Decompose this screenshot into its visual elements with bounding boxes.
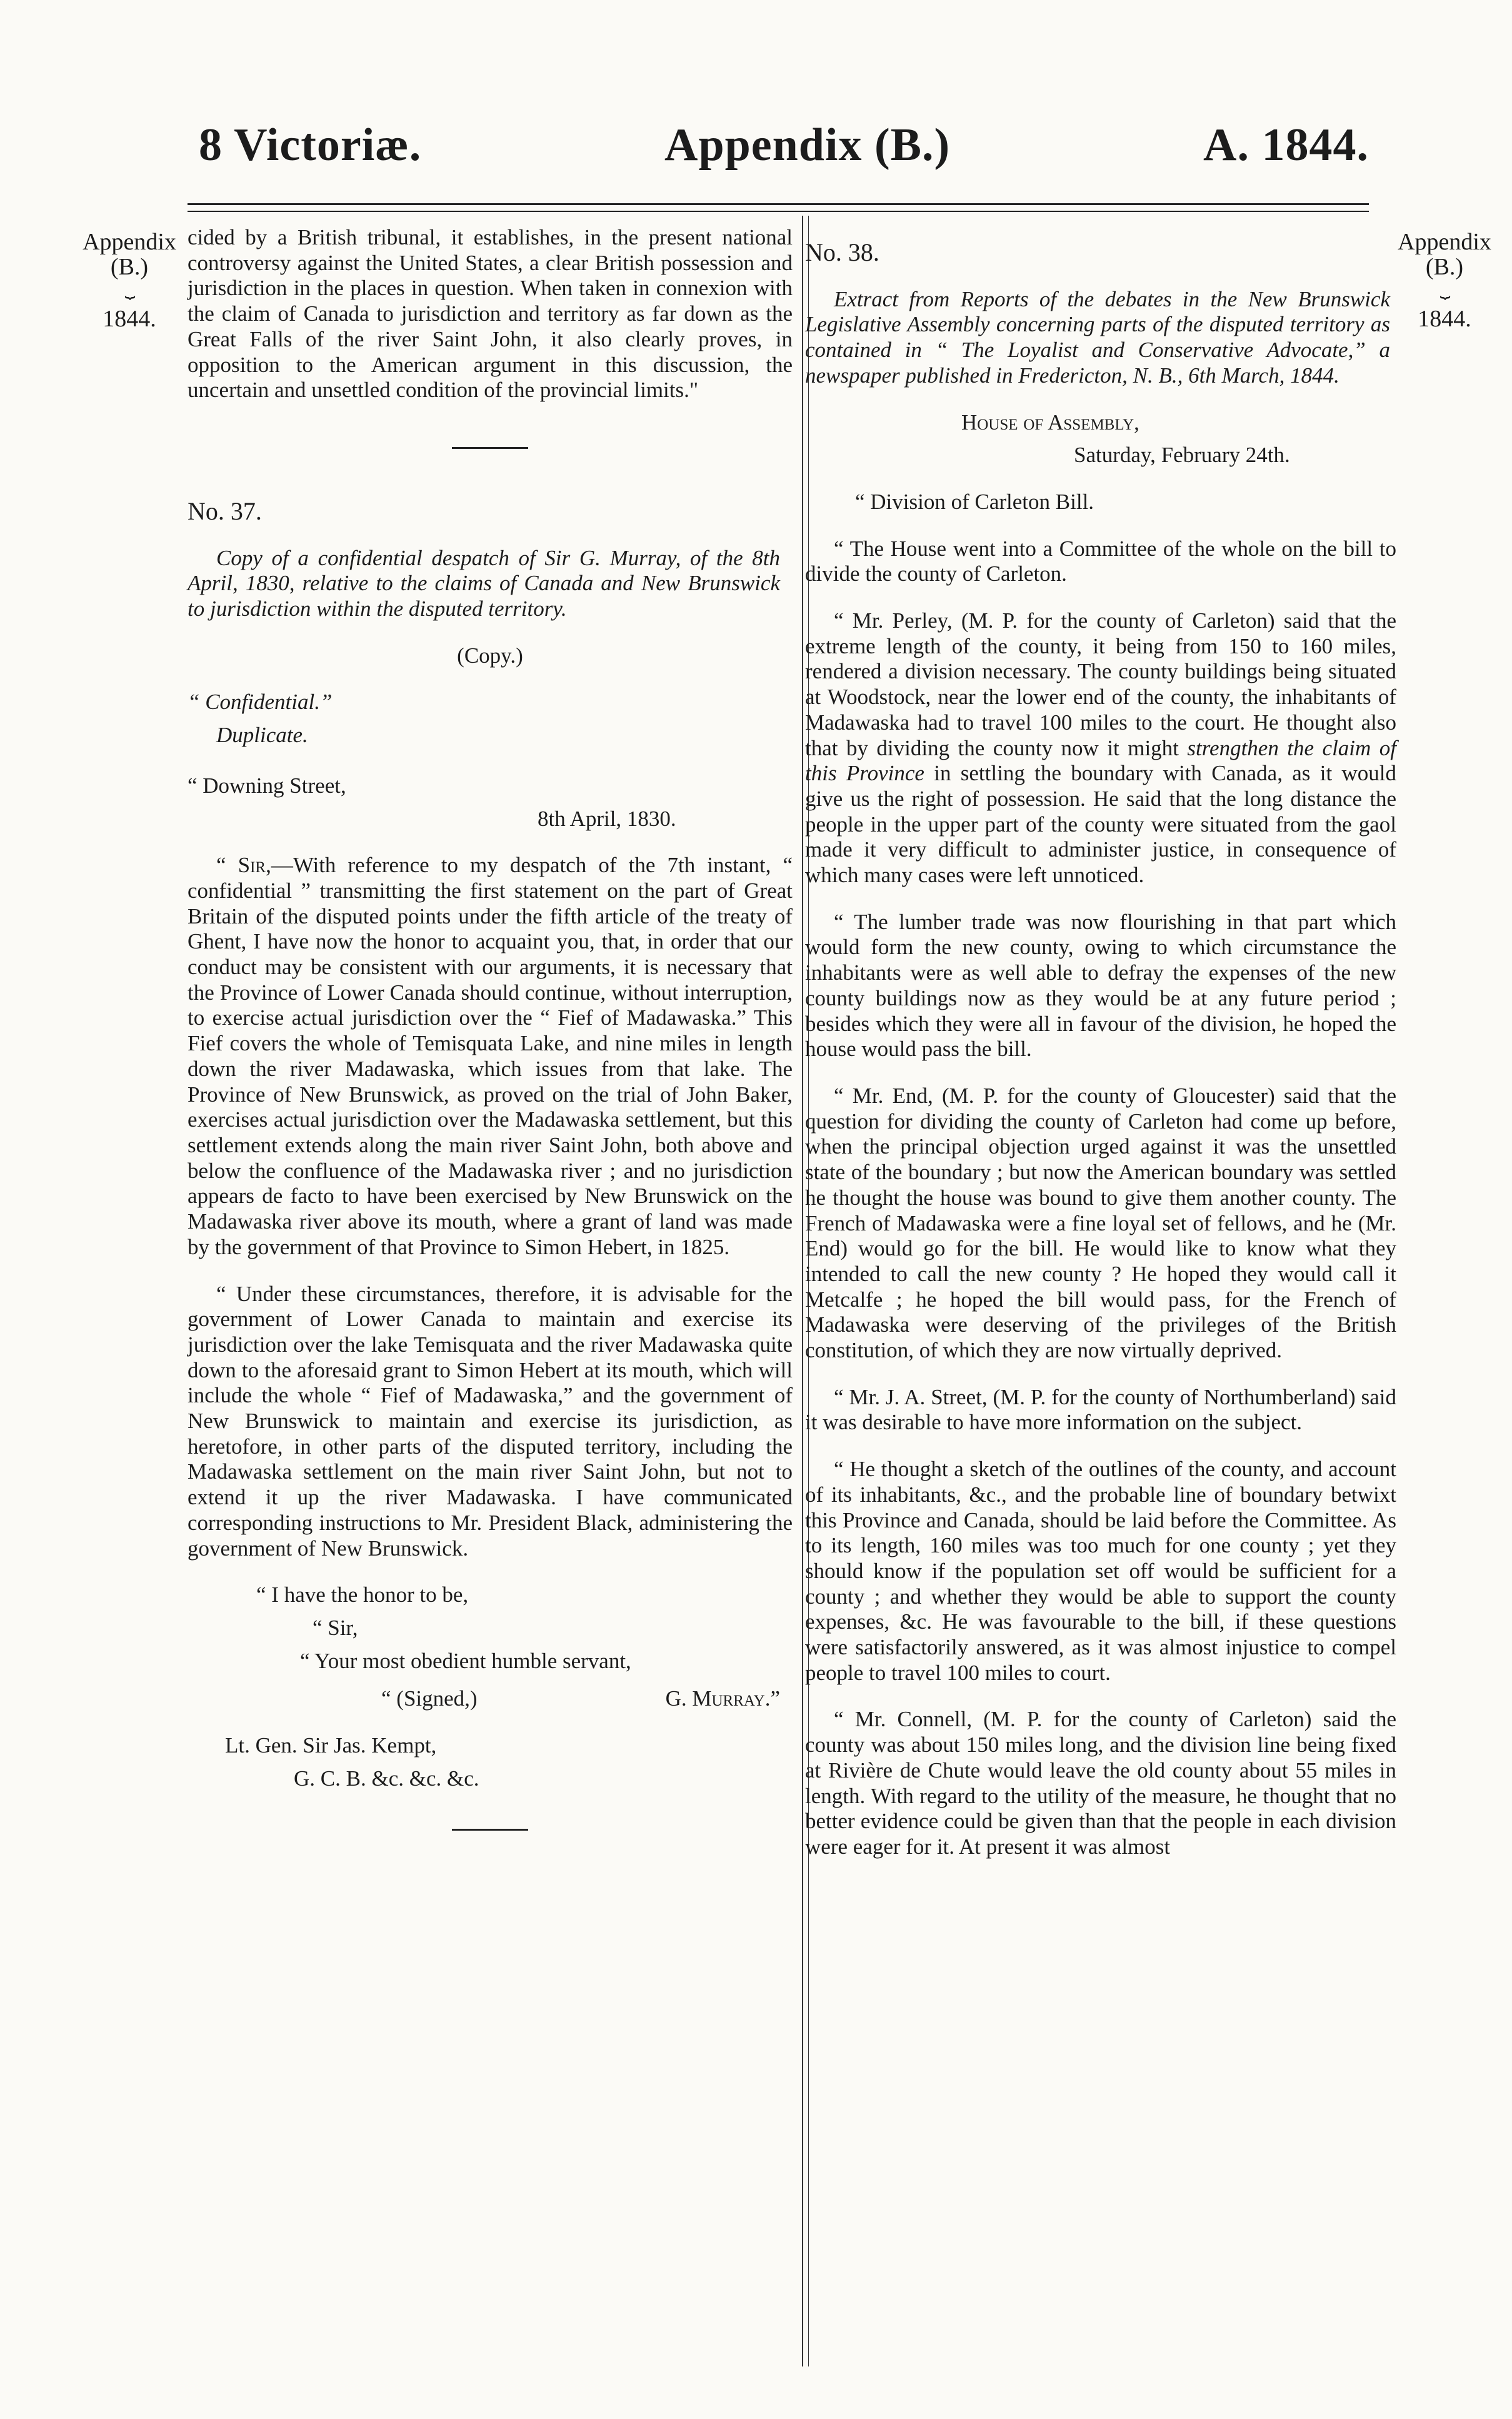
margin-letter: (B.) bbox=[1425, 253, 1464, 280]
signature-line bbox=[381, 1686, 780, 1712]
sitting-date: Saturday, February 24th. bbox=[1074, 443, 1290, 468]
margin-letter: (B.) bbox=[110, 253, 149, 280]
header-rule-thin bbox=[188, 211, 1369, 212]
header-rule bbox=[188, 203, 1369, 205]
brace-icon: ⏟ bbox=[1439, 279, 1449, 299]
document-title: Copy of a confidential despatch of Sir G. Murray, of the 8th April, 1830, relative to the claims of Canada and New Brunswick to jurisdiction within the disputed territory. bbox=[188, 545, 780, 621]
copy-label: (Copy.) bbox=[457, 643, 523, 668]
house-label: House of Assembly, bbox=[961, 410, 1139, 435]
column-divider bbox=[802, 216, 803, 2366]
document-title: Extract from Reports of the debates in the New Brunswick Legislative Assembly concerning parts of the disputed territory as contained in “ The Loyalist and Conservative Advocate,” a newspaper published in Fredericton, N. B., 6th March, 1844. bbox=[805, 286, 1390, 388]
brace-icon: ⏟ bbox=[124, 279, 134, 299]
bill-title: “ Division of Carleton Bill. bbox=[855, 489, 1094, 514]
signatory-name: G. Murray.” bbox=[665, 1686, 780, 1711]
debate-paragraph-6: “ He thought a sketch of the outlines of the county, and account of its inhabitants, &c., and the probable line of boundary betwixt this Province and Canada, should be laid before the Committee. As to its length, 160 miles was too much for one county ; yet they should know if the population set off would be sufficient for a county ; and whether they would be able to support the county expenses, &c. He was favourable to the bill, if these questions were satisfactorily answered, as it was almost injustice to compel people to travel 100 miles to court. bbox=[805, 1457, 1396, 1685]
section-rule bbox=[452, 447, 528, 449]
section-rule-bottom bbox=[452, 1829, 528, 1831]
duplicate-label: Duplicate. bbox=[216, 723, 308, 748]
address-date: 8th April, 1830. bbox=[538, 806, 676, 831]
letter-paragraph-1: “ Sir,—With reference to my despatch of the 7th instant, “ confidential ” transmitting the first statement on the part of Great Britain of the disputed points under the fifth article of the treaty of Ghent, I have now the honor to acquaint you, that, in order that our conduct may be consistent with our arguments, it is necessary that the Province of Lower Canada should continue, without interruption, to exercise actual jurisdiction over the “ Fief of Madawaska.” This Fief covers the whole of Temisquata Lake, and nine miles in length down the river Madawaska, which issues from that lake. The Province of New Brunswick, as proved on the trial of John Baker, exercises actual jurisdiction over the Madawaska settlement, but this settlement extends along the main river Saint John, both above and below the confluence of the Madawaska river ; and no jurisdiction appears de facto to have been exercised by New Brunswick on the Madawaska river above its mouth, where a grant of land was made by the government of that Province to Simon Hebert, in 1825. bbox=[188, 853, 793, 1259]
recipient-line-1: Lt. Gen. Sir Jas. Kempt, bbox=[225, 1733, 437, 1758]
page-header bbox=[0, 119, 1512, 188]
debate-paragraph-1: “ The House went into a Committee of the whole on the bill to divide the county of Carleton. bbox=[805, 536, 1396, 586]
margin-year: 1844. bbox=[103, 306, 156, 333]
header-session: 8 Victoriæ. bbox=[199, 119, 422, 171]
margin-year: 1844. bbox=[1418, 306, 1471, 333]
margin-appendix: Appendix bbox=[83, 229, 176, 255]
salutation: “ Sir, bbox=[216, 853, 271, 878]
margin-note-left bbox=[70, 230, 189, 332]
margin-note-right bbox=[1385, 230, 1504, 332]
header-appendix: Appendix (B.) bbox=[664, 119, 951, 171]
closing-line-3: “ Your most obedient humble servant, bbox=[300, 1648, 631, 1673]
letter-paragraph-2: “ Under these circumstances, therefore, it is advisable for the government of Lower Canada to maintain and exercise its jurisdiction over the lake Temisquata and the river Madawaska quite down to the aforesaid grant to Simon Hebert at its mouth, which will include the whole “ Fief of Madawaska,” and the government of New Brunswick to maintain and exercise its jurisdiction, as heretofore, in other parts of the disputed territory, including the Madawaska settlement on the main river Saint John, but not to extend it up the river Madawaska. I have communicated corresponding instructions to Mr. President Black, administering the government of New Brunswick. bbox=[188, 1281, 793, 1561]
document-number: No. 38. bbox=[805, 238, 879, 266]
confidential-label: “ Confidential.” bbox=[188, 690, 333, 715]
closing-line-1: “ I have the honor to be, bbox=[256, 1582, 469, 1607]
debate-paragraph-2: “ Mr. Perley, (M. P. for the county of Carleton) said that the extreme length of the county, it being from 150 to 160 miles, rendered a division necessary. The county buildings being situated at Woodstock, near the lower end of the county, the inhabitants of Madawaska had to travel 100 miles to the court. He thought also that by dividing the county now it might strengthen the claim of this Province in settling the boundary with Canada, as it would give us the right of possession. He said that the long distance the people in the upper part of the county were situated from the gaol made it very difficult to administer justice, in consequence of which many cases were left unnoticed. bbox=[805, 608, 1396, 888]
address-street: “ Downing Street, bbox=[188, 773, 346, 798]
closing-line-2: “ Sir, bbox=[313, 1615, 358, 1640]
debate-paragraph-3: “ The lumber trade was now flourishing in that part which would form the new county, owing to which circumstance the inhabitants were as well able to defray the expenses of the new county buildings now as they would be at any future period ; besides which they were all in favour of the division, he hoped the house would pass the bill. bbox=[805, 909, 1396, 1062]
document-number: No. 37. bbox=[188, 496, 262, 525]
debate-paragraph-4: “ Mr. End, (M. P. for the county of Gloucester) said that the question for dividing the county of Carleton had come up before, when the principal objection urged against it was the unsettled state of the boundary ; but now the American boundary was settled he thought the house was bound to give them another county. The French of Madawaska were a fine loyal set of fellows, and he (Mr. End) would go for the bill. He would like to know what they intended to call the new county ? He hoped they would call it Metcalfe ; he hoped the bill would pass, for the French of Madawaska were deserving of the privileges of the British constitution, of which they are now virtually deprived. bbox=[805, 1083, 1396, 1363]
right-column bbox=[805, 225, 1396, 1881]
continuation-paragraph: cided by a British tribunal, it establishes, in the present national controversy against the United States, a clear British possession and jurisdiction in the places in question. When taken in connexion with the claim of Canada to jurisdiction and territory as far down as the Great Falls of the river Saint John, it also clearly proves, in opposition to the American argument in this discussion, the uncertain and unsettled condition of the provincial limits." bbox=[188, 225, 793, 403]
debate-paragraph-7: “ Mr. Connell, (M. P. for the county of Carleton) said the county was about 150 miles long, and the division line being fixed at Rivière de Chute would leave the old county about 55 miles in length. With regard to the utility of the measure, he thought that no better evidence could be given than that the people in each division were eager for it. At present it was almost bbox=[805, 1707, 1396, 1859]
emphasis-text: strengthen the claim of this Province bbox=[805, 735, 1396, 786]
recipient-line-2: G. C. B. &c. &c. &c. bbox=[294, 1766, 479, 1791]
margin-appendix: Appendix bbox=[1398, 229, 1491, 255]
signed-label: “ (Signed,) bbox=[381, 1686, 478, 1711]
left-column bbox=[188, 225, 793, 1881]
header-year: A. 1844. bbox=[1203, 119, 1369, 171]
debate-paragraph-5: “ Mr. J. A. Street, (M. P. for the county of Northumberland) said it was desirable to have more information on the subject. bbox=[805, 1384, 1396, 1435]
